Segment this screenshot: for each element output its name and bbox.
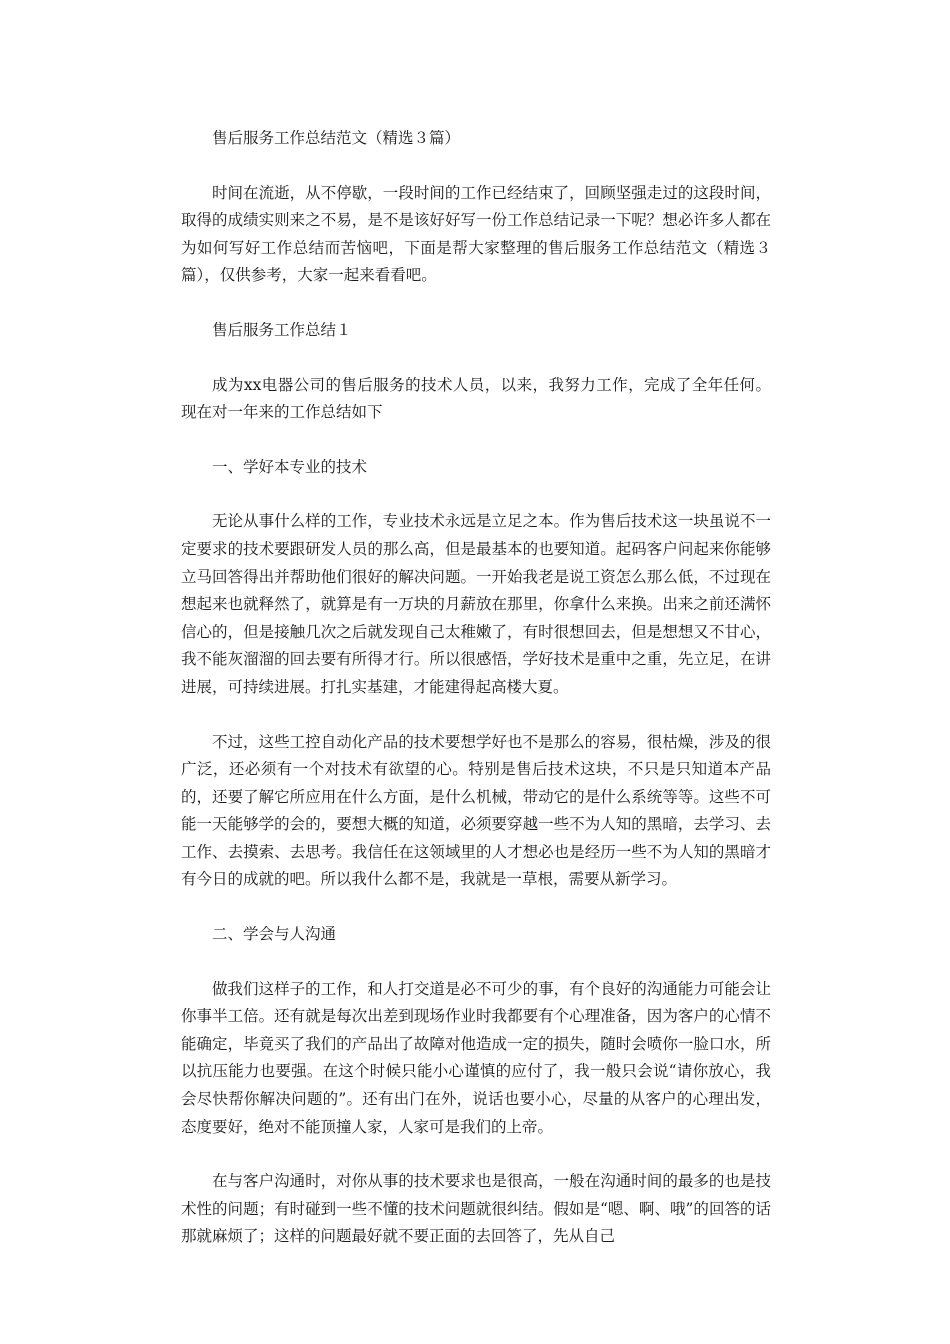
document-body [181,125,771,1251]
spacer [181,481,771,508]
section-heading: 售后服务工作总结１ [212,320,352,339]
subheading: 二、学会与人沟通 [212,925,337,944]
paragraph: 不过，这些工控自动化产品的技术要想学好也不是那么的容易，很枯燥，涉及的很广泛，还必须有一个对技术有欲望的心。特别是售后技术这块，不只是只知道本产品的，还要了解它所应用在什么方面，是什么机械，带动它的是什么系统等等。这些不可能一天能够学的会的，要想大概的知道，必须要穿越一些不为人知的黑暗，去学习、去工作、去摸索、去思考。我信任在这领域里的人才想必也是经历一些不为人知的黑暗才有今日的成就的吧。所以我什么都不是，我就是一草根，需要从新学习。 [181,732,771,889]
paragraph: 做我们这样子的工作，和人打交道是必不可少的事，有个良好的沟通能力可能会让你事半工倍。还有就是每次出差到现场作业时我都要有个心理准备，因为客户的心情不能确定，毕竟买了我们的产品出了故障对他造成一定的损失，随时会喷你一脸口水，所以抗压能力也要强。在这个时候只能小心谨慎的应付了，我一般只会说“请你放心，我会尽快帮你解决问题的”。还有出门在外，说话也要小心，尽量的从客户的心理出发，态度要好，绝对不能顶撞人家，人家可是我们的上帝。 [181,979,771,1136]
document-title: 售后服务工作总结范文（精选３篇） [212,129,461,147]
spacer [181,345,771,372]
paragraph: 无论从事什么样的工作，专业技术永远是立足之本。作为售后技术这一块虽说不一定要求的技术要跟研发人员的那么高，但是最基本的也要知道。起码客户问起来你能够立马回答得出并帮助他们很好的解决问题。一开始我老是说工资怎么那么低，不过现在想起来也就释然了，就算是有一万块的月薪放在那里，你拿什么来换。出来之前还满怀信心的，但是接触几次之后就发现自己太稚嫩了，有时很想回去，但是想想又不甘心，我不能灰溜溜的回去要有所得才行。所以很感悟，学好技术是重中之重，先立足，在讲进展，可持续进展。打扎实基建，才能建得起高楼大夏。 [181,512,771,696]
paragraph: 成为xx电器公司的售后服务的技术人员，以来，我努力工作，完成了全年任何。现在对一年来的工作总结如下 [181,375,771,422]
spacer [181,702,771,729]
intro-paragraph: 时间在流逝，从不停歇，一段时间的工作已经结束了，回顾坚强走过的这段时间，取得的成绩实则来之不易，是不是该好好写一份工作总结记录一下呢？想必许多人都在为如何写好工作总结而苦恼吧，下面是帮大家整理的售后服务工作总结范文（精选３篇），仅供参考，大家一起来看看吧。 [181,183,771,285]
spacer [181,153,771,180]
spacer [181,290,771,317]
spacer [181,1141,771,1168]
spacer [181,894,771,921]
subheading: 一、学好本专业的技术 [212,457,368,476]
spacer [181,427,771,454]
spacer [181,949,771,976]
paragraph: 在与客户沟通时，对你从事的技术要求也是很高，一般在沟通时间的最多的也是技术性的问题；有时碰到一些不懂的技术问题就很纠结。假如是“嗯、啊、哦”的回答的话那就麻烦了；这样的问题最好就不要正面的去回答了，先从自己 [181,1172,771,1246]
